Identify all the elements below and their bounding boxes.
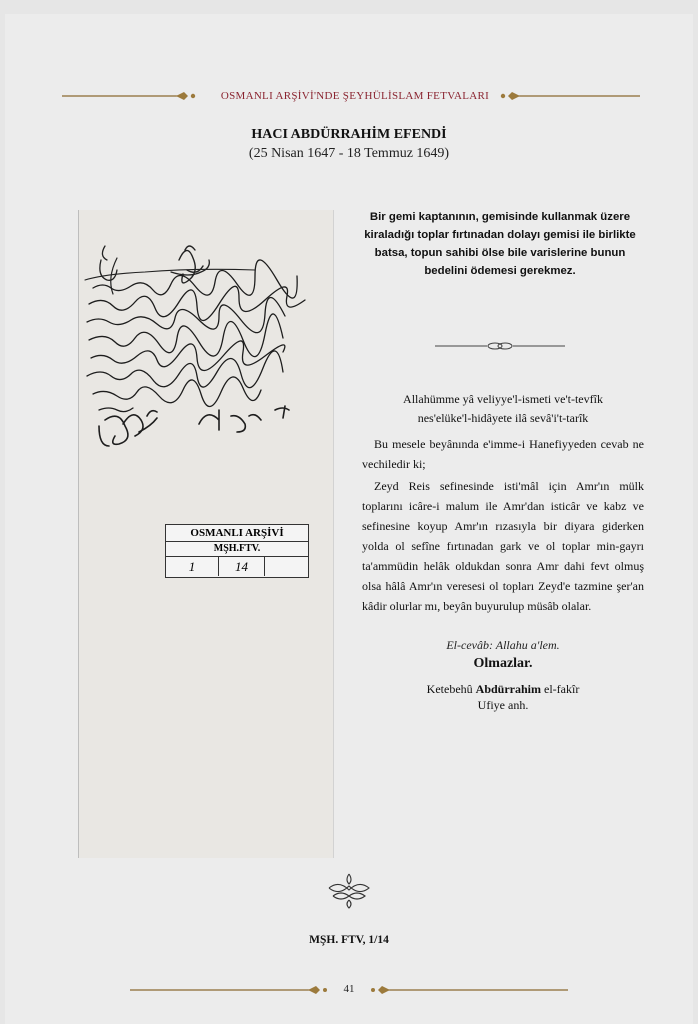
bottom-flourish-ornament: [325, 870, 373, 910]
stamp-cell-1: 1: [166, 557, 219, 576]
fatwa-summary: Bir gemi kaptanının, gemisinde kullanmak üzere kiraladığı toplar fırtınadan dolayı gemisi ile birlikte batsa, topun sahibi ölse bile varislerine bunun bedelini ödemesi gerekmez.: [364, 211, 636, 277]
signature-name: Abdürrahim: [475, 682, 541, 696]
opening-line-2: nes'elüke'l-hidâyete ilâ sevâ'i't-tarîk: [417, 411, 589, 425]
fatwa-question: Zeyd Reis sefinesinde isti'mâl için Amr'ın mülk toplarını icâre-i malum ile Amr'dan isticâr ve kabz ve sefinesine koyup Amr'ın rızasıyla bir diyara giderken yolda ol sefîne fırtınadan gark ve ol toplar min-gayrı ta'ammüdin helâk oldukdan sonra Amr dahi fevt olmuş olsa hâlâ Amr'ın veresesi ol topları Zeyd'e tazmine şer'an kâdir olurlar mı, beyân buyurulup müsâb olalar.: [362, 479, 644, 613]
fatwa-intro: Bu mesele beyânında e'imme-i Hanefiyyeden cevab ne vechiledir ki;: [362, 437, 644, 471]
page-subtitle: (25 Nisan 1647 - 18 Temmuz 1649): [248, 146, 450, 161]
signature-prefix: Ketebehû: [426, 682, 476, 696]
cevab-line: El-cevâb: Allahu a'lem.: [446, 638, 560, 652]
manuscript-image: [78, 210, 334, 858]
fatwa-answer: Olmazlar.: [473, 656, 533, 671]
page-number: 41: [343, 983, 355, 995]
stamp-archive-name: OSMANLI ARŞİVİ: [166, 525, 308, 542]
stamp-cell-3: [265, 557, 308, 576]
signature-block: [362, 681, 644, 713]
stamp-cell-2: 14: [219, 557, 265, 576]
archive-reference: MŞH. FTV, 1/14: [309, 934, 389, 946]
series-title: OSMANLI ARŞİVİ'NDE ŞEYHÜLİSLAM FETVALARI: [220, 90, 490, 102]
stamp-fund-code: MŞH.FTV.: [166, 542, 308, 557]
signature-line-2: Ufiye anh.: [477, 698, 529, 712]
divider-ornament: [435, 340, 565, 352]
archive-stamp: [165, 524, 309, 578]
signature-line-1: [362, 681, 644, 697]
opening-line-1: Allahümme yâ veliyye'l-ismeti ve't-tevfîk: [403, 392, 603, 406]
page-title: HACI ABDÜRRAHİM EFENDİ: [251, 127, 447, 142]
signature-suffix: el-fakîr: [541, 682, 580, 696]
